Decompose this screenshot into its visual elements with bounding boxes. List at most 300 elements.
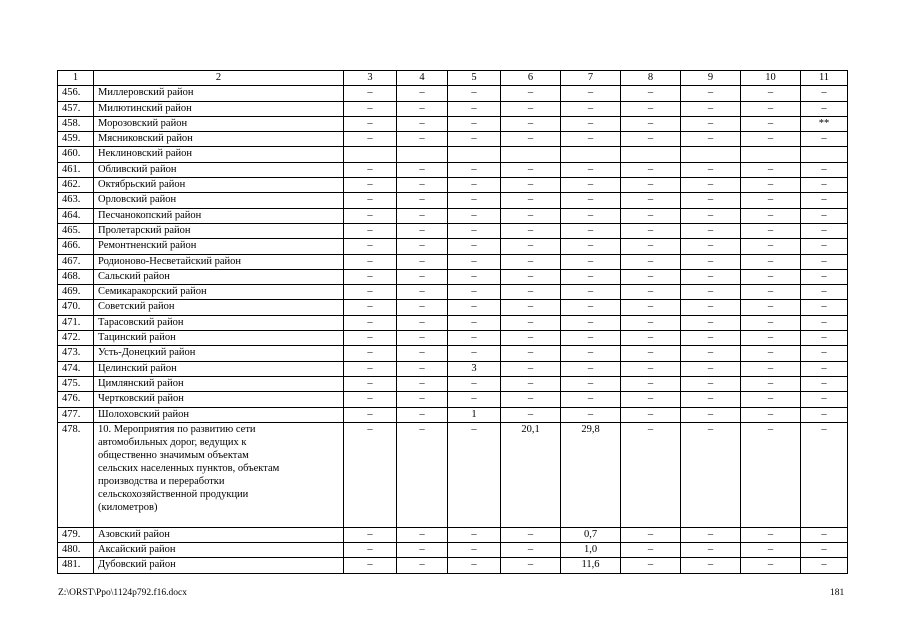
page-number: 181 (830, 588, 845, 598)
value-cell: – (741, 543, 801, 558)
value-cell: – (561, 254, 621, 269)
column-header: 1 (58, 71, 94, 86)
value-cell: – (801, 346, 848, 361)
value-cell: – (448, 269, 501, 284)
table-row (58, 527, 848, 542)
value-cell: – (501, 239, 561, 254)
value-cell: – (448, 315, 501, 330)
value-cell: – (448, 132, 501, 147)
value-cell: – (397, 239, 448, 254)
value-cell: – (621, 86, 681, 101)
value-cell: – (501, 527, 561, 542)
value-cell: – (681, 132, 741, 147)
value-cell: – (561, 392, 621, 407)
value-cell: – (561, 223, 621, 238)
row-number: 464. (58, 208, 94, 223)
value-cell: – (681, 346, 741, 361)
value-cell: – (397, 254, 448, 269)
table-row (58, 239, 848, 254)
value-cell: – (621, 346, 681, 361)
value-cell: – (621, 315, 681, 330)
value-cell: – (801, 178, 848, 193)
row-name: Родионово-Несветайский район (94, 254, 344, 269)
value-cell (344, 147, 397, 162)
value-cell: – (397, 543, 448, 558)
row-number: 465. (58, 223, 94, 238)
value-cell: – (344, 331, 397, 346)
value-cell: – (448, 346, 501, 361)
value-cell: – (561, 346, 621, 361)
value-cell: – (501, 558, 561, 573)
row-number: 468. (58, 269, 94, 284)
column-header: 11 (801, 71, 848, 86)
row-number: 470. (58, 300, 94, 315)
value-cell: – (801, 193, 848, 208)
value-cell: – (397, 208, 448, 223)
value-cell: – (448, 208, 501, 223)
value-cell: – (501, 86, 561, 101)
value-cell: – (448, 193, 501, 208)
value-cell: – (448, 392, 501, 407)
value-cell: – (344, 346, 397, 361)
value-cell: – (344, 162, 397, 177)
value-cell: – (448, 331, 501, 346)
column-header: 7 (561, 71, 621, 86)
value-cell: – (621, 331, 681, 346)
value-cell: – (681, 193, 741, 208)
value-cell: – (448, 101, 501, 116)
value-cell: – (397, 116, 448, 131)
value-cell: – (501, 193, 561, 208)
table-row (58, 407, 848, 422)
value-cell: – (741, 361, 801, 376)
value-cell: – (621, 223, 681, 238)
value-cell: – (501, 376, 561, 391)
row-number: 473. (58, 346, 94, 361)
value-cell: – (621, 239, 681, 254)
value-cell: – (397, 132, 448, 147)
row-name: Миллеровский район (94, 86, 344, 101)
value-cell: – (344, 527, 397, 542)
value-cell: – (681, 315, 741, 330)
value-cell: – (448, 376, 501, 391)
value-cell: – (681, 331, 741, 346)
value-cell: – (621, 132, 681, 147)
row-name: Сальский район (94, 269, 344, 284)
row-number: 469. (58, 285, 94, 300)
value-cell: – (397, 331, 448, 346)
table-row (58, 285, 848, 300)
value-cell: – (501, 331, 561, 346)
value-cell: – (681, 116, 741, 131)
value-cell (501, 147, 561, 162)
value-cell: – (344, 193, 397, 208)
value-cell: – (397, 223, 448, 238)
value-cell: – (397, 407, 448, 422)
table-row (58, 147, 848, 162)
value-cell: – (344, 422, 397, 527)
value-cell (397, 147, 448, 162)
value-cell: – (801, 208, 848, 223)
table-row (58, 162, 848, 177)
value-cell (741, 147, 801, 162)
value-cell: – (561, 208, 621, 223)
value-cell: – (561, 193, 621, 208)
file-path: Z:\ORST\Ppo\1124p792.f16.docx (58, 588, 187, 598)
table-row (58, 361, 848, 376)
value-cell: – (741, 315, 801, 330)
value-cell: – (621, 527, 681, 542)
row-name: 10. Мероприятия по развитию сети автомобильных дорог, ведущих к общественно значимым объектам сельских населенных пунктов, объектам производства и переработки сельскохозяйственной продукции (километров) (94, 422, 344, 527)
row-number: 477. (58, 407, 94, 422)
value-cell: – (681, 527, 741, 542)
value-cell: – (801, 239, 848, 254)
value-cell: – (681, 239, 741, 254)
value-cell: – (681, 254, 741, 269)
value-cell: – (741, 558, 801, 573)
value-cell: – (397, 193, 448, 208)
row-number: 475. (58, 376, 94, 391)
column-header: 4 (397, 71, 448, 86)
row-number: 481. (58, 558, 94, 573)
table-row (58, 132, 848, 147)
value-cell: – (397, 315, 448, 330)
value-cell: – (741, 269, 801, 284)
table-body (58, 71, 848, 574)
value-cell: – (397, 558, 448, 573)
row-name: Тарасовский район (94, 315, 344, 330)
value-cell (448, 147, 501, 162)
value-cell: – (801, 558, 848, 573)
table-row (58, 315, 848, 330)
value-cell: – (501, 392, 561, 407)
row-number: 463. (58, 193, 94, 208)
value-cell: 29,8 (561, 422, 621, 527)
row-number: 467. (58, 254, 94, 269)
value-cell: – (741, 376, 801, 391)
value-cell: – (801, 527, 848, 542)
value-cell: – (741, 527, 801, 542)
table-row (58, 116, 848, 131)
value-cell: – (621, 269, 681, 284)
value-cell: – (741, 178, 801, 193)
value-cell: – (801, 376, 848, 391)
value-cell: – (501, 223, 561, 238)
row-name: Цимлянский район (94, 376, 344, 391)
value-cell: – (397, 285, 448, 300)
value-cell: – (681, 285, 741, 300)
value-cell: – (801, 162, 848, 177)
table-row (58, 223, 848, 238)
table-row (58, 422, 848, 527)
value-cell: – (397, 162, 448, 177)
table-row (58, 376, 848, 391)
value-cell: ** (801, 116, 848, 131)
table-row (58, 331, 848, 346)
value-cell: – (561, 331, 621, 346)
row-number: 461. (58, 162, 94, 177)
value-cell: – (621, 392, 681, 407)
value-cell: – (344, 558, 397, 573)
value-cell: – (397, 86, 448, 101)
value-cell: – (561, 132, 621, 147)
value-cell: – (801, 101, 848, 116)
value-cell: – (561, 407, 621, 422)
column-header: 3 (344, 71, 397, 86)
value-cell: – (448, 239, 501, 254)
value-cell: – (621, 116, 681, 131)
value-cell: – (741, 208, 801, 223)
value-cell: – (344, 116, 397, 131)
value-cell: – (681, 543, 741, 558)
value-cell: – (561, 285, 621, 300)
value-cell: – (397, 392, 448, 407)
value-cell: – (344, 285, 397, 300)
value-cell: – (741, 239, 801, 254)
value-cell: – (344, 208, 397, 223)
value-cell: – (801, 392, 848, 407)
value-cell: 1,0 (561, 543, 621, 558)
value-cell: – (621, 407, 681, 422)
value-cell: – (397, 376, 448, 391)
column-header: 10 (741, 71, 801, 86)
value-cell: – (741, 300, 801, 315)
row-name: Чертковский район (94, 392, 344, 407)
value-cell: – (561, 300, 621, 315)
value-cell: – (741, 86, 801, 101)
value-cell: 0,7 (561, 527, 621, 542)
row-name: Семикаракорский район (94, 285, 344, 300)
value-cell: – (741, 193, 801, 208)
value-cell: – (681, 300, 741, 315)
value-cell: – (741, 331, 801, 346)
row-number: 466. (58, 239, 94, 254)
value-cell: – (741, 285, 801, 300)
value-cell: – (801, 543, 848, 558)
row-name: Обливский район (94, 162, 344, 177)
value-cell: – (448, 178, 501, 193)
value-cell: – (501, 346, 561, 361)
value-cell: – (741, 407, 801, 422)
value-cell: – (344, 239, 397, 254)
value-cell: – (501, 208, 561, 223)
value-cell: – (397, 527, 448, 542)
value-cell (681, 147, 741, 162)
value-cell (801, 147, 848, 162)
value-cell: – (397, 346, 448, 361)
row-number: 476. (58, 392, 94, 407)
row-number: 456. (58, 86, 94, 101)
value-cell: – (621, 361, 681, 376)
row-name: Октябрьский район (94, 178, 344, 193)
row-number: 458. (58, 116, 94, 131)
value-cell: – (501, 315, 561, 330)
value-cell: – (397, 422, 448, 527)
value-cell: 20,1 (501, 422, 561, 527)
value-cell: – (741, 101, 801, 116)
value-cell: – (501, 254, 561, 269)
value-cell: – (801, 422, 848, 527)
value-cell: – (344, 361, 397, 376)
value-cell: – (561, 178, 621, 193)
value-cell: – (681, 162, 741, 177)
value-cell: – (621, 193, 681, 208)
value-cell: – (344, 132, 397, 147)
value-cell: – (801, 254, 848, 269)
row-name: Азовский район (94, 527, 344, 542)
value-cell: – (801, 285, 848, 300)
value-cell: 11,6 (561, 558, 621, 573)
value-cell: 1 (448, 407, 501, 422)
table-row (58, 193, 848, 208)
row-number: 480. (58, 543, 94, 558)
value-cell: – (501, 178, 561, 193)
value-cell: – (681, 361, 741, 376)
value-cell: – (561, 269, 621, 284)
value-cell: – (681, 392, 741, 407)
row-number: 474. (58, 361, 94, 376)
value-cell: – (448, 162, 501, 177)
value-cell: – (681, 269, 741, 284)
column-header: 8 (621, 71, 681, 86)
value-cell: – (397, 361, 448, 376)
value-cell: – (344, 86, 397, 101)
row-number: 459. (58, 132, 94, 147)
value-cell: – (561, 86, 621, 101)
row-name: Аксайский район (94, 543, 344, 558)
value-cell: – (561, 162, 621, 177)
value-cell: – (344, 254, 397, 269)
value-cell: – (741, 132, 801, 147)
value-cell (621, 147, 681, 162)
value-cell: – (501, 132, 561, 147)
row-name: Милютинский район (94, 101, 344, 116)
table-row (58, 392, 848, 407)
value-cell: – (681, 178, 741, 193)
value-cell: – (501, 300, 561, 315)
value-cell: – (621, 208, 681, 223)
value-cell: – (681, 101, 741, 116)
table-row (58, 300, 848, 315)
row-name: Мясниковский район (94, 132, 344, 147)
value-cell: – (621, 101, 681, 116)
data-table (57, 70, 848, 574)
value-cell: – (448, 422, 501, 527)
row-name: Орловский район (94, 193, 344, 208)
value-cell: – (741, 392, 801, 407)
value-cell: – (681, 86, 741, 101)
row-name: Советский район (94, 300, 344, 315)
value-cell: – (681, 558, 741, 573)
value-cell: – (621, 558, 681, 573)
row-name: Дубовский район (94, 558, 344, 573)
value-cell (561, 147, 621, 162)
value-cell: – (448, 86, 501, 101)
row-name: Ремонтненский район (94, 239, 344, 254)
value-cell: – (621, 376, 681, 391)
value-cell: – (681, 422, 741, 527)
value-cell: – (344, 407, 397, 422)
value-cell: – (801, 315, 848, 330)
row-name: Песчанокопский район (94, 208, 344, 223)
value-cell: – (801, 361, 848, 376)
row-name: Тацинский район (94, 331, 344, 346)
value-cell: – (397, 300, 448, 315)
row-number: 471. (58, 315, 94, 330)
value-cell: – (561, 376, 621, 391)
column-header: 9 (681, 71, 741, 86)
column-header: 2 (94, 71, 344, 86)
value-cell: – (621, 285, 681, 300)
value-cell: – (344, 315, 397, 330)
value-cell: – (741, 223, 801, 238)
value-cell: – (621, 422, 681, 527)
value-cell: – (344, 269, 397, 284)
value-cell: – (448, 527, 501, 542)
column-header: 6 (501, 71, 561, 86)
table-row (58, 86, 848, 101)
value-cell: – (501, 543, 561, 558)
value-cell: – (741, 116, 801, 131)
row-number: 462. (58, 178, 94, 193)
value-cell: – (344, 392, 397, 407)
row-name: Шолоховский район (94, 407, 344, 422)
value-cell: – (801, 407, 848, 422)
value-cell: – (741, 422, 801, 527)
table-row (58, 543, 848, 558)
value-cell: – (344, 101, 397, 116)
value-cell: – (621, 254, 681, 269)
value-cell: – (448, 116, 501, 131)
table-row (58, 208, 848, 223)
value-cell: – (681, 407, 741, 422)
value-cell: – (501, 407, 561, 422)
value-cell: – (561, 101, 621, 116)
table-row (58, 101, 848, 116)
row-number: 479. (58, 527, 94, 542)
value-cell: – (344, 376, 397, 391)
value-cell: – (448, 543, 501, 558)
value-cell: – (344, 300, 397, 315)
table-row (58, 558, 848, 573)
value-cell: – (501, 361, 561, 376)
value-cell: – (397, 101, 448, 116)
value-cell: – (801, 132, 848, 147)
row-name: Неклиновский район (94, 147, 344, 162)
value-cell: – (801, 223, 848, 238)
value-cell: – (681, 376, 741, 391)
row-number: 460. (58, 147, 94, 162)
value-cell: – (741, 162, 801, 177)
value-cell: – (681, 223, 741, 238)
value-cell: – (501, 116, 561, 131)
value-cell: – (448, 558, 501, 573)
value-cell: 3 (448, 361, 501, 376)
value-cell: – (344, 223, 397, 238)
value-cell: – (501, 162, 561, 177)
value-cell: – (561, 239, 621, 254)
table-row (58, 346, 848, 361)
value-cell: – (621, 162, 681, 177)
value-cell: – (561, 116, 621, 131)
value-cell: – (741, 346, 801, 361)
table-row (58, 269, 848, 284)
row-name: Целинский район (94, 361, 344, 376)
value-cell: – (621, 300, 681, 315)
value-cell: – (801, 331, 848, 346)
value-cell: – (397, 269, 448, 284)
value-cell: – (501, 269, 561, 284)
